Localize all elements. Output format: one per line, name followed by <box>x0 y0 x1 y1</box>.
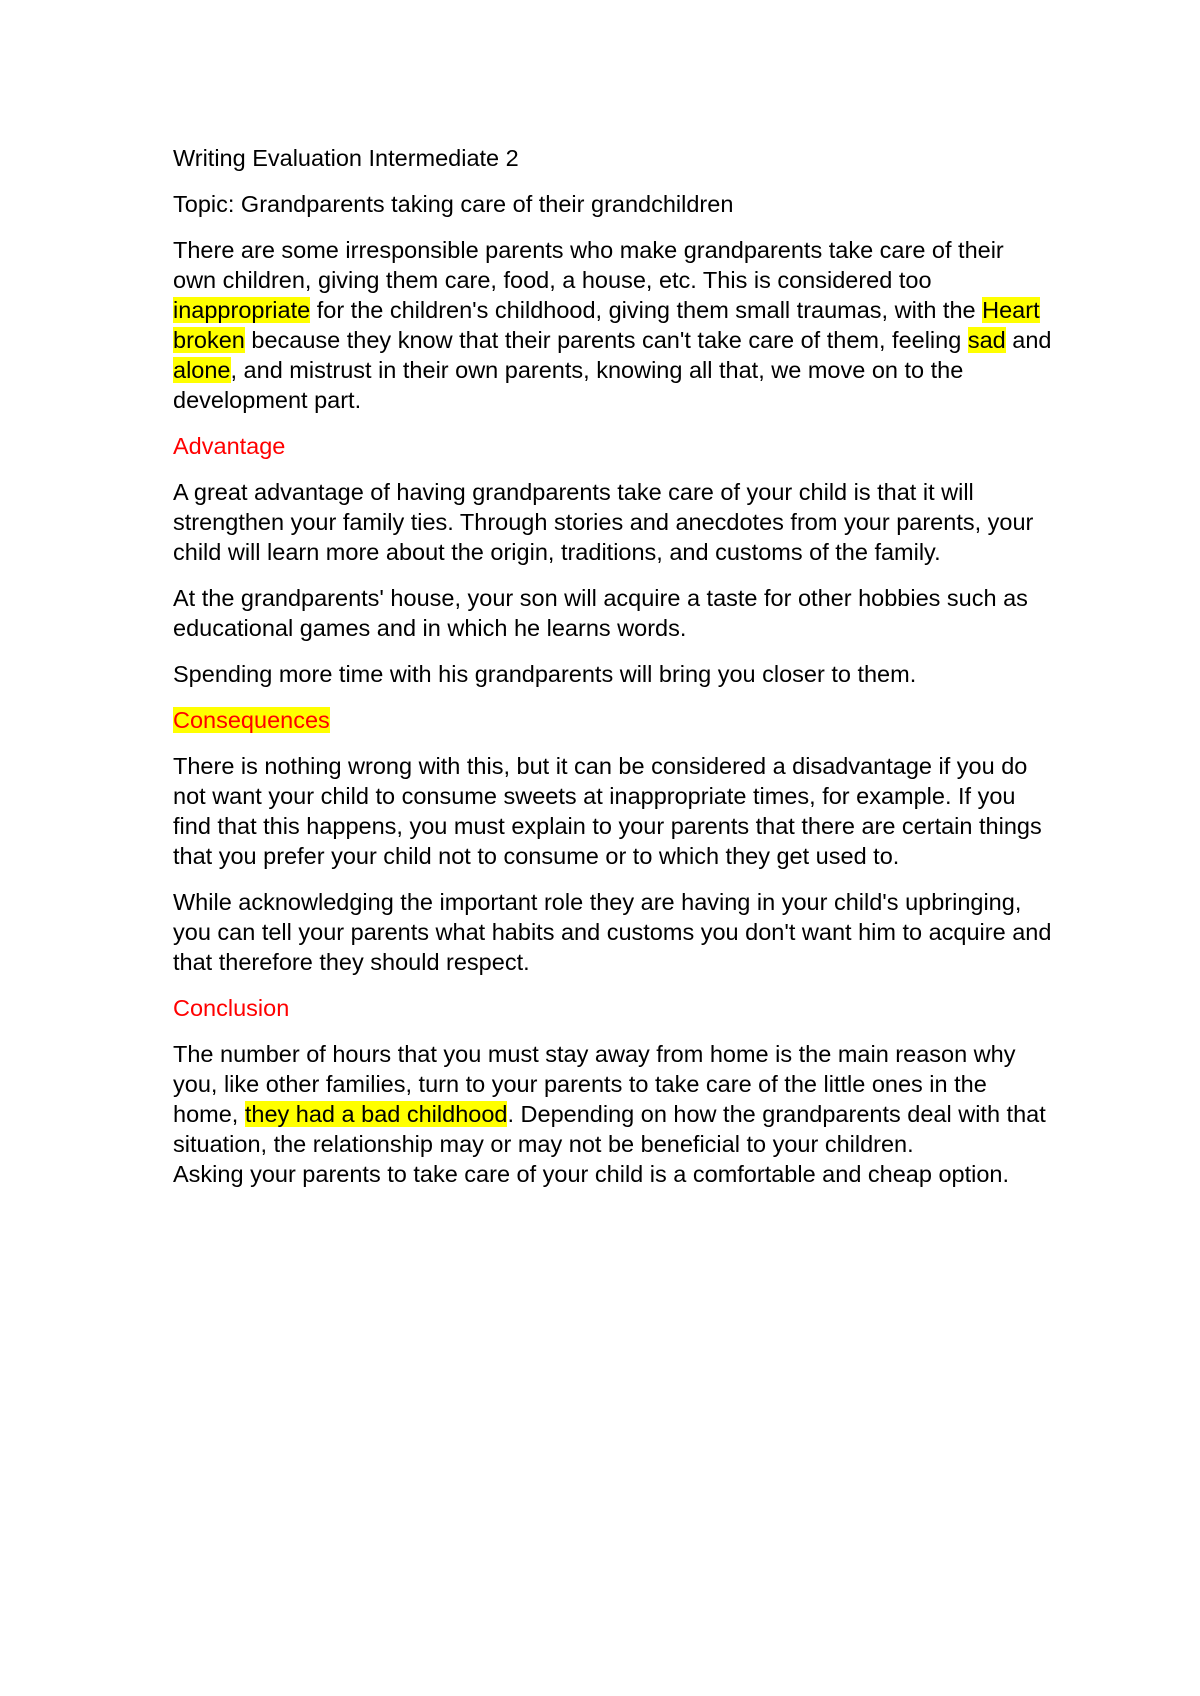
intro-text-4: and <box>1005 327 1052 353</box>
advantage-heading: Advantage <box>173 433 286 459</box>
intro-paragraph <box>173 235 1053 415</box>
conclusion-text-2: . Depending on how the grandparents deal with that situation, the relationship may or may not be beneficial to your children. <box>173 1101 1046 1157</box>
intro-text-1: There are some irresponsible parents who make grandparents take care of their own children, giving them care, food, a house, etc. This is considered too <box>173 237 1004 293</box>
document-title: Writing Evaluation Intermediate 2 <box>173 145 519 171</box>
conclusion-text-1: The number of hours that you must stay away from home is the main reason why you, like other families, turn to your parents to take care of the little ones in the home, <box>173 1041 1016 1127</box>
advantage-paragraph-2: At the grandparents' house, your son will acquire a taste for other hobbies such as educational games and in which he learns words. <box>173 585 1028 641</box>
consequences-paragraph-1: There is nothing wrong with this, but it can be considered a disadvantage if you do not want your child to consume sweets at inappropriate times, for example. If you find that this happens, you must explain to your parents that there are certain things that you prefer your child not to consume or to which they get used to. <box>173 753 1042 869</box>
highlight-alone: alone <box>173 357 231 383</box>
advantage-paragraph-1: A great advantage of having grandparents take care of your child is that it will strengthen your family ties. Through stories and anecdotes from your parents, your child will learn more about the origin, traditions, and customs of the family. <box>173 479 1034 565</box>
highlight-inappropriate: inappropriate <box>173 297 311 323</box>
highlight-sad: sad <box>967 327 1006 353</box>
document-topic: Topic: Grandparents taking care of their grandchildren <box>173 191 734 217</box>
intro-text-3: because they know that their parents can't take care of them, feeling <box>244 327 968 353</box>
intro-text-5: , and mistrust in their own parents, knowing all that, we move on to the development part. <box>173 357 964 413</box>
consequences-heading-line <box>173 705 1053 735</box>
intro-text-2: for the children's childhood, giving them small traumas, with the <box>310 297 983 323</box>
document-body <box>173 143 1053 1205</box>
conclusion-paragraph-2: Asking your parents to take care of your child is a comfortable and cheap option. <box>173 1161 1010 1187</box>
advantage-paragraph-3: Spending more time with his grandparents will bring you closer to them. <box>173 661 917 687</box>
consequences-heading: Consequences <box>173 707 330 733</box>
conclusion-paragraph-1 <box>173 1039 1053 1159</box>
highlight-bad-childhood: they had a bad childhood <box>244 1101 508 1127</box>
highlight-heart-broken: Heart broken <box>173 297 1040 353</box>
conclusion-heading: Conclusion <box>173 995 290 1021</box>
consequences-paragraph-2: While acknowledging the important role they are having in your child's upbringing, you can tell your parents what habits and customs you don't want him to acquire and that therefore they should respect. <box>173 889 1052 975</box>
